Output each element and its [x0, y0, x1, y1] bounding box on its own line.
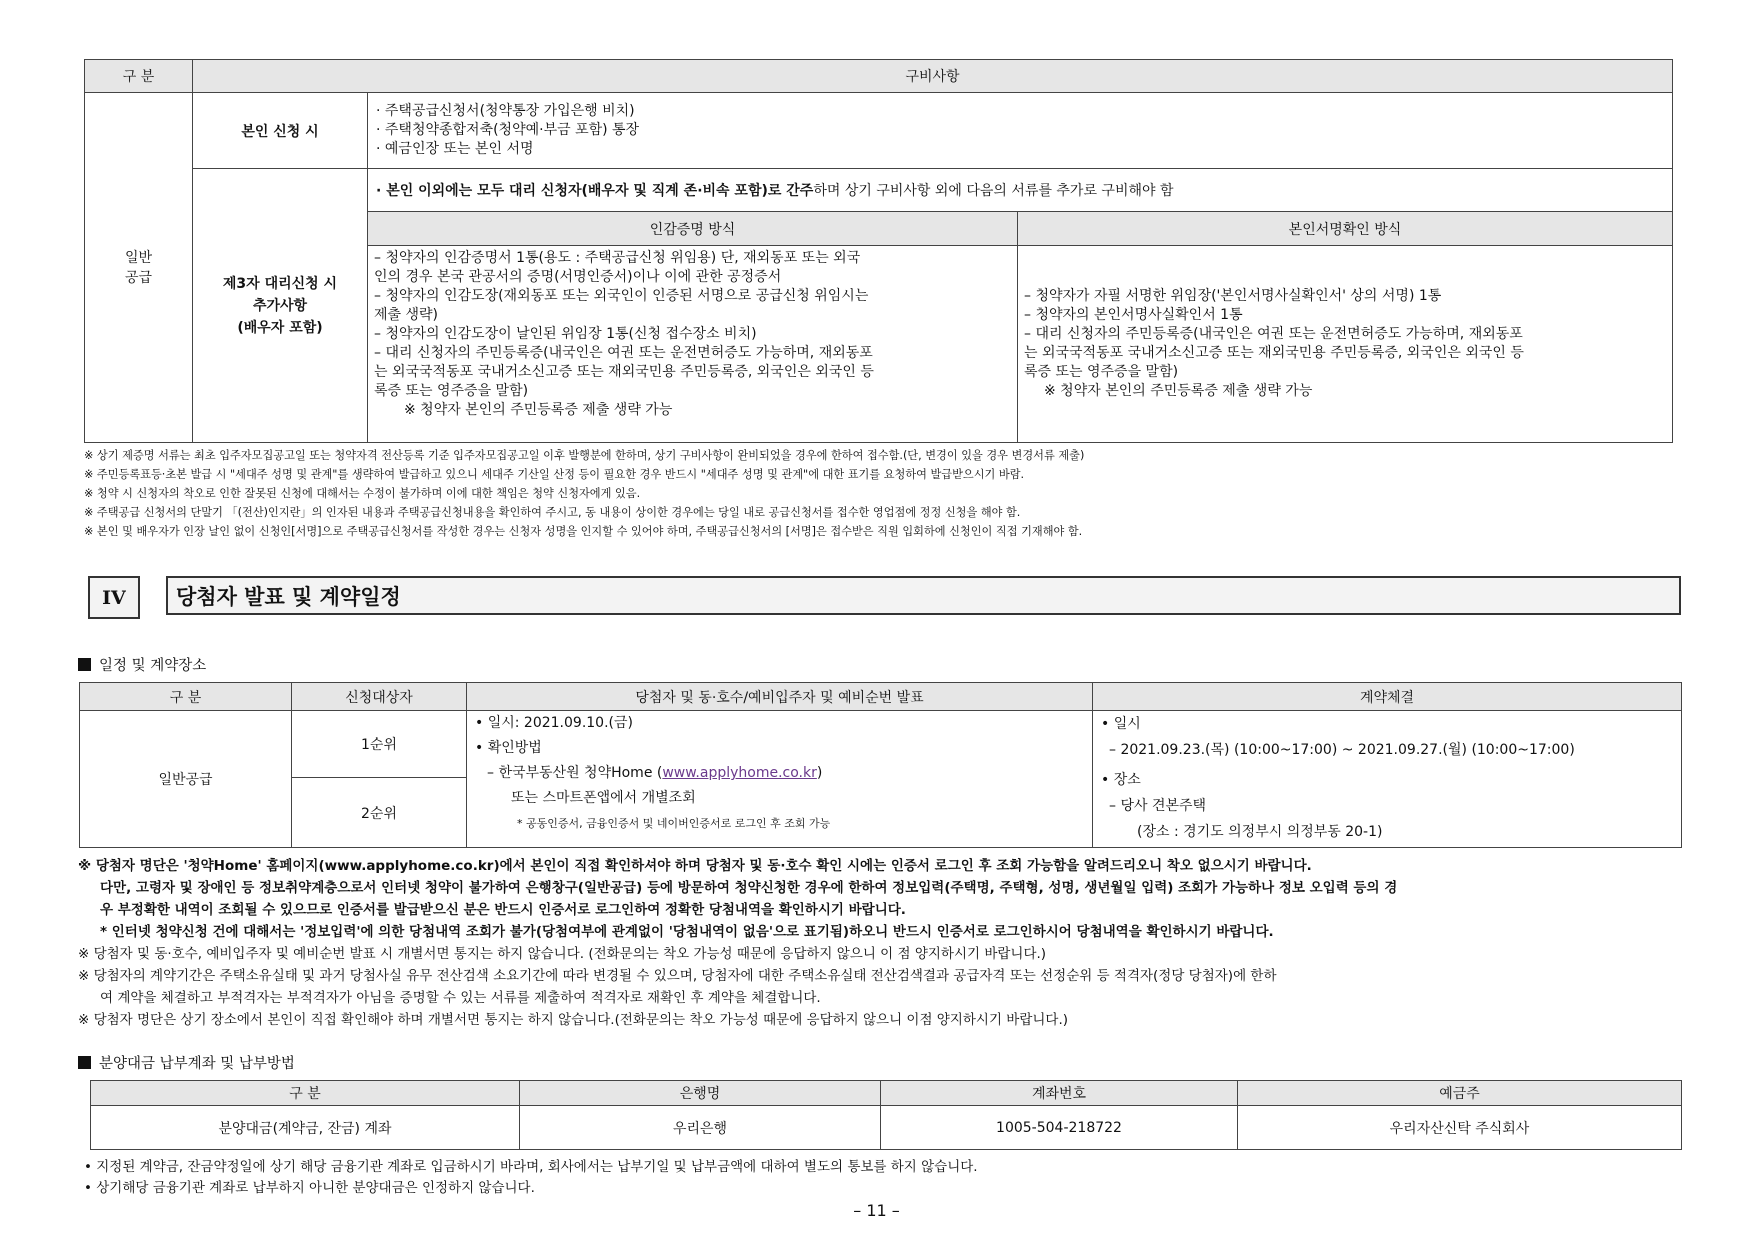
payment-note: • 상기해당 금융기관 계좌로 납부하지 아니한 분양대금은 인정하지 않습니다.	[84, 1180, 535, 1196]
note-line: 여 계약을 체결하고 부적격자는 부적격자가 아님을 증명할 수 있는 서류를 제출하여 적격자로 재확인 후 계약을 체결합니다.	[100, 990, 821, 1006]
payment-header: 은행명	[520, 1081, 881, 1106]
sign-item: – 대리 신청자의 주민등록증(내국인은 여권 또는 운전면허증도 가능하며, 재외동포	[1024, 326, 1523, 343]
payment-cell: 우리은행	[520, 1106, 881, 1150]
note-line: 다만, 고령자 및 장애인 등 정보취약계층으로서 인터넷 청약이 불가하여 은행창구(일반공급) 등에 방문하여 청약신청한 경우에 한하여 정보입력(주택명, 주택형, 성명, 생년월일 입력) 조회가 가능하나 정보 오입력 등의 경	[100, 880, 1398, 896]
seal-item: – 청약자의 인감도장이 날인된 위임장 1통(신청 접수장소 비치)	[374, 326, 757, 343]
payment-heading	[78, 1052, 295, 1073]
seal-item: 록증 또는 영주증을 말함)	[374, 383, 529, 400]
proxy-intro	[368, 169, 1673, 212]
sign-item: 록증 또는 영주증을 말함)	[1024, 364, 1179, 381]
square-bullet-icon	[78, 658, 91, 671]
contract-place-addr: (장소 : 경기도 의정부시 의정부동 20-1)	[1137, 824, 1383, 840]
section-title: 당첨자 발표 및 계약일정	[166, 576, 1681, 615]
seal-method-header: 인감증명 방식	[368, 212, 1018, 246]
signature-method-header: 본인서명확인 방식	[1018, 212, 1673, 246]
seal-item: – 대리 신청자의 주민등록증(내국인은 여권 또는 운전면허증도 가능하며, 재외동포	[374, 345, 873, 362]
note-line: ※ 당첨자의 계약기간은 주택소유실태 및 과거 당첨사실 유무 전산검색 소요기간에 따라 변경될 수 있으며, 당첨자에 대한 주택소유실태 전산검색결과 공급자격 또는 선정순위 등 적격자(정당 당첨자)에 한하	[78, 968, 1277, 984]
section-number: IV	[88, 576, 140, 619]
site-suffix: )	[816, 765, 823, 781]
note-line: 우 부정확한 내역이 조회될 수 있으므로 인증서를 발급받으신 분은 반드시 인증서로 로그인하여 정확한 당첨내역을 확인하시기 바랍니다.	[100, 902, 906, 918]
payment-cell: 1005-504-218722	[881, 1106, 1238, 1150]
contract-place-label: • 장소	[1101, 772, 1141, 788]
self-item: · 주택청약종합저축(청약예·부금 포함) 통장	[376, 122, 640, 139]
sign-item: 는 외국국적동포 국내거소신고증 또는 재외국민용 주민등록증, 외국인은 외국인 등	[1024, 345, 1524, 362]
signature-method-items	[1018, 246, 1673, 443]
self-item: · 주택공급신청서(청약통장 가입은행 비치)	[376, 103, 635, 120]
proxy-intro-bold: · 본인 이외에는 모두 대리 신청자(배우자 및 직계 존·비속 포함)로 간주	[376, 183, 814, 200]
announce-method: • 확인방법	[475, 740, 542, 756]
sign-item: – 청약자의 본인서명사실확인서 1통	[1024, 307, 1243, 324]
payment-table	[90, 1080, 1682, 1150]
documents-table	[84, 59, 1673, 443]
announce-app: 또는 스마트폰앱에서 개별조회	[511, 790, 696, 806]
schedule-group: 일반공급	[80, 711, 292, 848]
seal-item: – 청약자의 인감도장(재외동포 또는 외국인이 인증된 서명으로 공급신청 위임시는	[374, 288, 869, 305]
payment-cell: 우리자산신탁 주식회사	[1238, 1106, 1682, 1150]
note-line: ※ 당첨자 명단은 상기 장소에서 본인이 직접 확인해야 하며 개별서면 통지는 하지 않습니다.(전화문의는 착오 가능성 때문에 응답하지 않으니 이점 양지하시기 바랍니다.)	[78, 1012, 1068, 1028]
payment-header: 예금주	[1238, 1081, 1682, 1106]
table1-header-requirements: 구비사항	[193, 60, 1673, 93]
note-line: ※ 주택공급 신청서의 단말기 「(전산)인지란」의 인자된 내용과 주택공급신청내용을 확인하여 주시고, 동 내용이 상이한 경우에는 당일 내로 공급신청서를 접수한 영업점에 정정 신청을 해야 함.	[84, 506, 1021, 519]
payment-heading-text: 분양대금 납부계좌 및 납부방법	[99, 1056, 295, 1072]
seal-item: 는 외국국적동포 국내거소신고증 또는 재외국민용 주민등록증, 외국인은 외국인 등	[374, 364, 874, 381]
contract-date-label: • 일시	[1101, 716, 1141, 732]
schedule-header: 당첨자 및 동·호수/예비입주자 및 예비순번 발표	[467, 683, 1093, 711]
note-line: ※ 주민등록표등·초본 발급 시 "세대주 성명 및 관계"를 생략하여 발급하고 있으니 세대주 기산일 산정 등이 필요한 경우 반드시 "세대주 성명 및 관계"에 대한 표기를 요청하여 발급받으시기 바람.	[84, 468, 1025, 481]
payment-note: • 지정된 계약금, 잔금약정일에 상기 해당 금융기관 계좌로 입금하시기 바라며, 회사에서는 납부기일 및 납부금액에 대하여 별도의 통보를 하지 않습니다.	[84, 1159, 978, 1175]
payment-header: 구 분	[91, 1081, 520, 1106]
payment-notes	[84, 1157, 978, 1199]
self-application-label: 본인 신청 시	[193, 93, 368, 169]
announce-site	[475, 761, 1084, 786]
schedule-heading-text: 일정 및 계약장소	[99, 658, 207, 674]
proxy-application-label: 제3자 대리신청 시 추가사항 (배우자 포함)	[193, 169, 368, 443]
sign-item: – 청약자가 자필 서명한 위임장('본인서명사실확인서' 상의 서명) 1통	[1024, 288, 1442, 305]
contract-place-value: – 당사 견본주택	[1109, 798, 1207, 814]
square-bullet-icon	[78, 1056, 91, 1069]
winner-note-plain	[78, 943, 1277, 1031]
site-prefix: – 한국부동산원 청약Home (	[487, 765, 663, 781]
note-line: ※ 당첨자 및 동·호수, 예비입주자 및 예비순번 발표 시 개별서면 통지는 하지 않습니다. (전화문의는 착오 가능성 때문에 응답하지 않으니 이 점 양지하시기 바랍니다.)	[78, 946, 1047, 962]
announce-date: • 일시: 2021.09.10.(금)	[475, 715, 633, 731]
seal-item: 제출 생략)	[374, 307, 439, 324]
self-application-items	[368, 93, 1673, 169]
announcement-cell	[467, 711, 1093, 848]
seal-method-items	[368, 246, 1018, 443]
table1-header-category: 구 분	[85, 60, 193, 93]
payment-header: 계좌번호	[881, 1081, 1238, 1106]
schedule-heading	[78, 654, 206, 675]
applyhome-link[interactable]: www.applyhome.co.kr	[662, 765, 817, 781]
note-line: ※ 청약 시 신청자의 착오로 인한 잘못된 신청에 대해서는 수정이 불가하며 이에 대한 책임은 청약 신청자에게 있음.	[84, 487, 641, 500]
self-item: · 예금인장 또는 본인 서명	[376, 141, 534, 158]
schedule-table	[79, 682, 1682, 848]
rank-1: 1순위	[292, 711, 467, 778]
announce-login: * 공동인증서, 금융인증서 및 네이버인증서로 로그인 후 조회 가능	[517, 817, 831, 830]
contract-date-value: – 2021.09.23.(목) (10:00~17:00) ~ 2021.09.27.(월) (10:00~17:00)	[1109, 742, 1575, 758]
schedule-header: 신청대상자	[292, 683, 467, 711]
rank-2: 2순위	[292, 778, 467, 848]
note-line: ※ 당첨자 명단은 '청약Home' 홈페이지(www.applyhome.co.kr)에서 본인이 직접 확인하셔야 하며 당첨자 및 동·호수 확인 시에는 인증서 로그인 후 조회 가능함을 알려드리오니 착오 없으시기 바랍니다.	[78, 858, 1312, 874]
note-line: ※ 본인 및 배우자가 인장 날인 없이 신청인[서명]으로 주택공급신청서를 작성한 경우는 신청자 성명을 인지할 수 있어야 하며, 주택공급신청서의 [서명]은 접수받은 직원 입회하에 신청인이 직접 기재해야 함.	[84, 525, 1083, 538]
proxy-intro-rest: 하며 상기 구비사항 외에 다음의 서류를 추가로 구비해야 함	[813, 183, 1174, 200]
note-line: * 인터넷 청약신청 건에 대해서는 '정보입력'에 의한 당첨내역 조회가 불가(당첨여부에 관계없이 '당첨내역이 없음'으로 표기됨)하오니 반드시 인증서로 로그인하시어 당첨내역을 확인하시기 바랍니다.	[100, 924, 1274, 940]
contract-cell	[1093, 711, 1682, 848]
row-group-general-supply: 일반 공급	[85, 93, 193, 443]
winner-note-bold	[78, 855, 1397, 943]
schedule-header: 계약체결	[1093, 683, 1682, 711]
payment-cell: 분양대금(계약금, 잔금) 계좌	[91, 1106, 520, 1150]
seal-item: ※ 청약자 본인의 주민등록증 제출 생략 가능	[404, 402, 673, 419]
note-line: ※ 상기 제증명 서류는 최초 입주자모집공고일 또는 청약자격 전산등록 기준 입주자모집공고일 이후 발행분에 한하며, 상기 구비사항이 완비되었을 경우에 한하여 접수함.(단, 변경이 있을 경우 변경서류 제출)	[84, 449, 1085, 462]
schedule-header: 구 분	[80, 683, 292, 711]
seal-item: 인의 경우 본국 관공서의 증명(서명인증서)이나 이에 관한 공정증서	[374, 269, 782, 286]
page-number: – 11 –	[853, 1201, 900, 1220]
sign-item: ※ 청약자 본인의 주민등록증 제출 생략 가능	[1044, 383, 1313, 400]
seal-item: – 청약자의 인감증명서 1통(용도 : 주택공급신청 위임용) 단, 재외동포 또는 외국	[374, 250, 861, 267]
